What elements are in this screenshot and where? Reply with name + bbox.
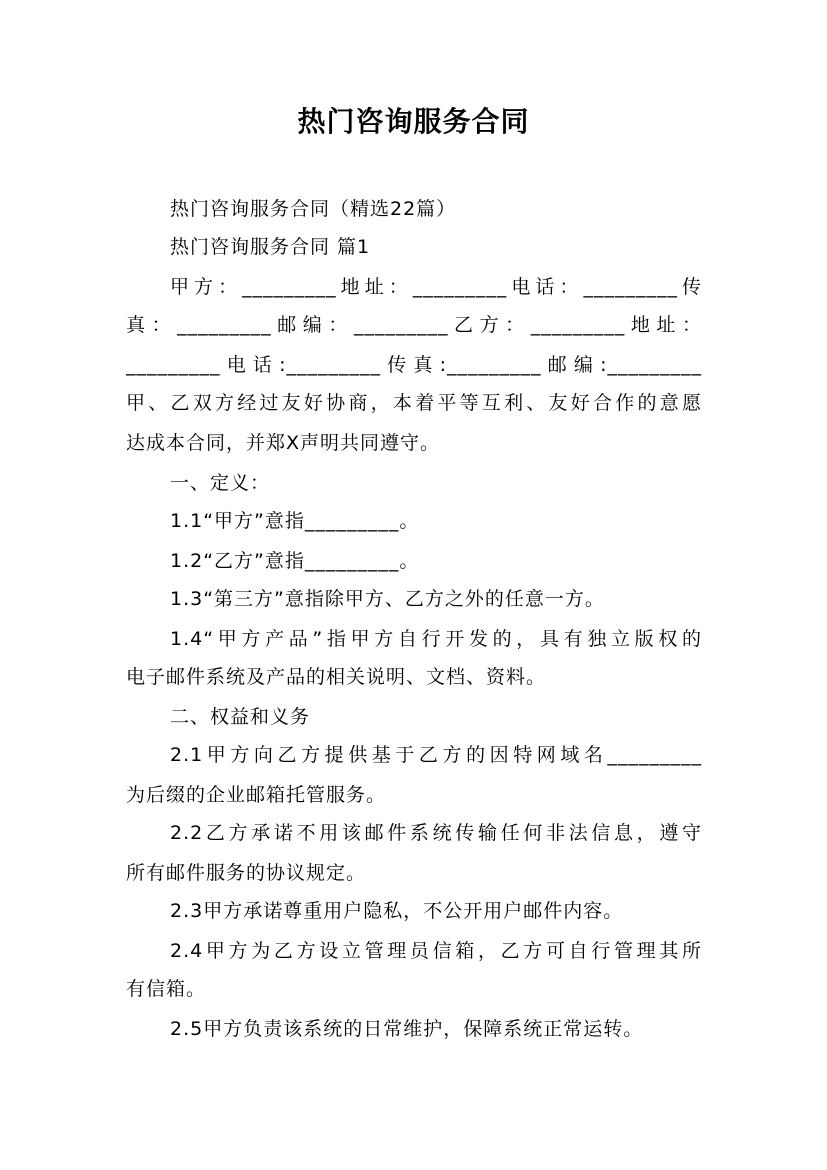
paragraph-line: 2.2乙方承诺不用该邮件系统传输任何非法信息，遵守: [170, 822, 702, 844]
paragraph-line: 热门咨询服务合同 篇1: [170, 236, 371, 258]
document-title: 热门咨询服务合同: [297, 105, 530, 138]
section-heading: 一、定义：: [170, 472, 271, 494]
paragraph-line: 1.1“甲方”意指_________。: [170, 510, 420, 532]
paragraph-line: 1.4“甲方产品”指甲方自行开发的，具有独立版权的: [170, 628, 702, 650]
paragraph-line: 所有邮件服务的协议规定。: [126, 862, 367, 884]
paragraph-line: 1.2“乙方”意指_________。: [170, 550, 420, 572]
paragraph-line: 热门咨询服务合同（精选22篇）: [170, 198, 457, 220]
paragraph-line: 1.3“第三方”意指除甲方、乙方之外的任意一方。: [170, 588, 605, 610]
paragraph-line: 有信箱。: [126, 978, 207, 1000]
paragraph-line: 2.1甲方向乙方提供基于乙方的因特网域名_________: [170, 744, 702, 766]
paragraph-line: 真：_________邮编：_________乙方：_________地址：: [126, 314, 702, 336]
section-heading: 二、权益和义务: [170, 706, 311, 728]
paragraph-line: 为后缀的企业邮箱托管服务。: [126, 784, 387, 806]
paragraph-line: 2.4甲方为乙方设立管理员信箱，乙方可自行管理其所: [170, 940, 702, 962]
paragraph-line: _________电话:_________传真:_________邮编:_________: [126, 354, 702, 376]
paragraph-line: 甲方：_________地址：_________电话：_________传: [170, 276, 702, 298]
paragraph-line: 甲、乙双方经过友好协商，本着平等互利、友好合作的意愿: [126, 392, 702, 414]
paragraph-line: 达成本合同，并郑X声明共同遵守。: [126, 432, 441, 454]
paragraph-line: 电子邮件系统及产品的相关说明、文档、资料。: [126, 666, 547, 688]
paragraph-line: 2.5甲方负责该系统的日常维护，保障系统正常运转。: [170, 1018, 644, 1040]
paragraph-line: 2.3甲方承诺尊重用户隐私，不公开用户邮件内容。: [170, 900, 624, 922]
